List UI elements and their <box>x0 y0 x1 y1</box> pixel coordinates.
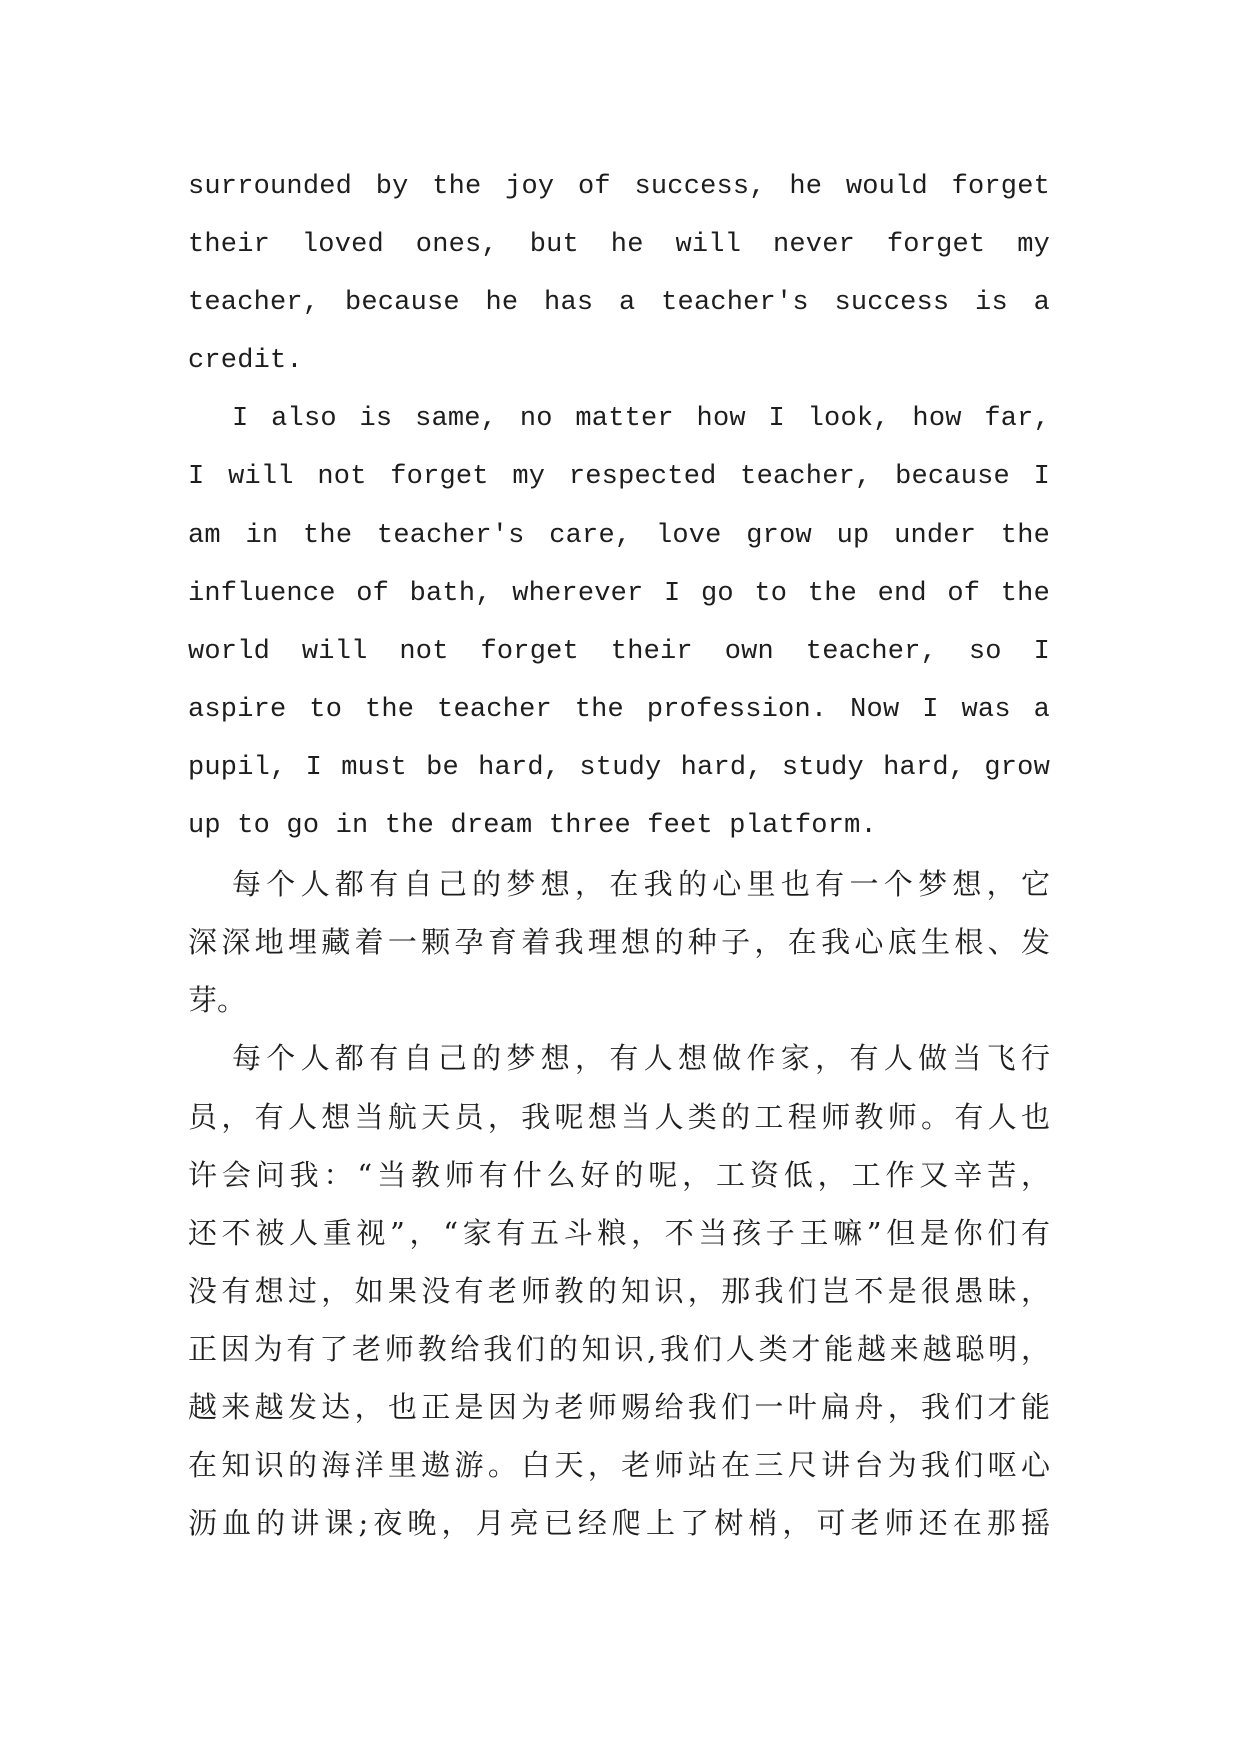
text-line: influence of bath, wherever I go to the end of the <box>188 578 1050 609</box>
paragraph <box>188 158 1050 390</box>
text-line: pupil, I must be hard, study hard, study hard, grow <box>188 752 1050 783</box>
text-line: up to go in the dream three feet platform. <box>188 811 877 842</box>
text-line: 每个人都有自己的梦想，在我的心里也有一个梦想，它 <box>232 867 1050 902</box>
text-line: 员，有人想当航天员，我呢想当人类的工程师教师。有人也 <box>188 1099 1050 1134</box>
text-line: 越来越发达，也正是因为老师赐给我们一叶扁舟，我们才能 <box>188 1389 1050 1424</box>
paragraph <box>188 1029 1050 1552</box>
text-line: teacher, because he has a teacher's success is a <box>188 288 1050 319</box>
text-line: credit. <box>188 346 303 377</box>
text-line: am in the teacher's care, love grow up under the <box>188 520 1050 551</box>
text-line: 芽。 <box>188 983 247 1018</box>
text-line: 在知识的海洋里遨游。白天，老师站在三尺讲台为我们呕心 <box>188 1448 1050 1483</box>
text-line: world will not forget their own teacher, so I <box>188 636 1050 667</box>
text-line: 沥血的讲课;夜晚，月亮已经爬上了树梢，可老师还在那摇 <box>188 1506 1050 1541</box>
text-line: 深深地埋藏着一颗孕育着我理想的种子，在我心底生根、发 <box>188 925 1050 960</box>
body-text <box>188 158 1050 1552</box>
text-line: their loved ones, but he will never forget my <box>188 230 1050 261</box>
text-line: surrounded by the joy of success, he would forget <box>188 172 1050 202</box>
text-line: 还不被人重视”，“家有五斗粮，不当孩子王嘛”但是你们有 <box>188 1215 1050 1250</box>
text-line: I also is same, no matter how I look, how far, <box>232 404 1050 435</box>
text-line: 每个人都有自己的梦想，有人想做作家，有人做当飞行 <box>232 1041 1050 1076</box>
text-line: 没有想过，如果没有老师教的知识，那我们岂不是很愚昧， <box>188 1273 1050 1308</box>
text-line: 许会问我：“当教师有什么好的呢，工资低，工作又辛苦， <box>188 1157 1050 1192</box>
text-line: 正因为有了老师教给我们的知识,我们人类才能越来越聪明， <box>188 1331 1050 1366</box>
paragraph <box>188 855 1050 1029</box>
paragraph <box>188 390 1050 855</box>
text-line: aspire to the teacher the profession. Now I was a <box>188 694 1050 725</box>
text-line: I will not forget my respected teacher, because I <box>188 462 1050 493</box>
